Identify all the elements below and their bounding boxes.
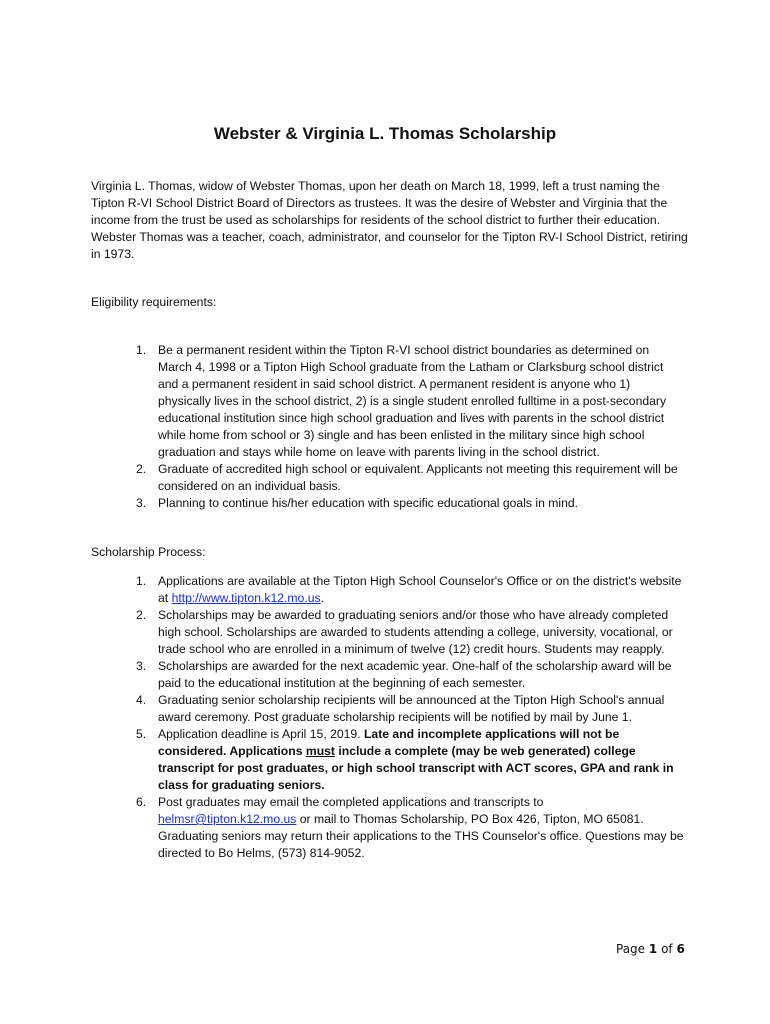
- list-number: 4.: [136, 693, 147, 707]
- list-item: [0, 794, 685, 862]
- list-text: Be a permanent resident within the Tipton R-VI school district boundaries as determined on March 4, 1998 or a Tipton High School graduate from the Latham or Clarksburg school district and a permanent resident in said school district. A permanent resident is anyone who 1) physically lives in the school district, 2) is a single student enrolled fulltime in a post-secondary educational institution since high school graduation and lives with parents in the school district while home from school or 3) single and has been enlisted in the military since high school graduation and stays while home on leave with parents living in the school district.: [158, 343, 667, 459]
- list-item: [0, 692, 685, 726]
- document-title: Webster & Virginia L. Thomas Scholarship: [213, 124, 557, 143]
- list-text: Graduate of accredited high school or equivalent. Applicants not meeting this requirement will be considered on an individual basis.: [158, 462, 678, 493]
- process-heading: Scholarship Process:: [91, 545, 206, 559]
- list-item: [0, 495, 685, 512]
- district-website-link[interactable]: http://www.tipton.k12.mo.us: [171, 591, 321, 605]
- list-number: 3.: [136, 659, 147, 673]
- list-number: 1.: [136, 574, 147, 588]
- list-text: Application deadline is April 15, 2019.: [158, 727, 364, 741]
- list-item: [0, 658, 685, 692]
- intro-paragraph: Virginia L. Thomas, widow of Webster Thomas, upon her death on March 18, 1999, left a trust naming the Tipton R-VI School District Board of Directors as trustees. It was the desire of Webster and Virginia that the income from the trust be used as scholarships for residents of the school district to further their education. Webster Thomas was a teacher, coach, administrator, and counselor for the Tipton RV-I School District, retiring in 1973.: [91, 179, 688, 261]
- list-text: Scholarships are awarded for the next academic year. One-half of the scholarship award will be paid to the educational institution at the beginning of each semester.: [158, 659, 672, 690]
- list-number: 2.: [136, 608, 147, 622]
- list-text: Scholarships may be awarded to graduating seniors and/or those who have already completed high school. Scholarships are awarded to students attending a college, university, vocational, or trade school who are enrolled in a minimum of twelve (12) credit hours. Students may reapply.: [158, 608, 673, 656]
- bold-notice-tail: include a complete (may be web generated) college transcript for post graduates, or high school transcript with ACT scores, GPA and rank in class for graduating seniors.: [158, 744, 674, 792]
- list-number: 5.: [136, 727, 147, 741]
- list-text: Planning to continue his/her education with specific educational goals in mind.: [158, 496, 579, 510]
- bold-notice: Late and incomplete applications will not be considered. Applications: [158, 727, 620, 758]
- list-number: 6.: [136, 795, 147, 809]
- list-item: [0, 342, 685, 461]
- bold-underline-must: must: [305, 744, 335, 758]
- page-number: 1: [648, 942, 658, 956]
- list-text-tail: .: [320, 591, 324, 605]
- list-item: [0, 607, 685, 658]
- list-text-tail: or mail to Thomas Scholarship, PO Box 426, Tipton, MO 65081. Graduating seniors may return their applications to the THS Counselor's office. Questions may be directed to Bo Helms, (573) 814-9052.: [158, 812, 684, 860]
- list-text: Graduating senior scholarship recipients will be announced at the Tipton High School's annual award ceremony. Post graduate scholarship recipients will be notified by mail by June 1.: [158, 693, 665, 724]
- list-item: [0, 573, 685, 607]
- list-number: 3.: [136, 496, 147, 510]
- eligibility-list: [0, 342, 770, 512]
- list-text: Applications are available at the Tipton High School Counselor's Office or on the district's website at: [158, 574, 682, 605]
- eligibility-heading: Eligibility requirements:: [91, 295, 217, 309]
- page-total: 6: [676, 942, 685, 956]
- process-list: [0, 573, 770, 862]
- list-text: Post graduates may email the completed applications and transcripts to: [158, 795, 544, 809]
- list-number: 1.: [136, 343, 147, 357]
- page-footer: [616, 941, 685, 958]
- of-label: of: [661, 942, 673, 956]
- list-item: [0, 726, 685, 794]
- page-label: Page: [616, 942, 646, 956]
- list-number: 2.: [136, 462, 147, 476]
- list-item: [0, 461, 685, 495]
- email-link[interactable]: helmsr@tipton.k12.mo.us: [158, 812, 297, 826]
